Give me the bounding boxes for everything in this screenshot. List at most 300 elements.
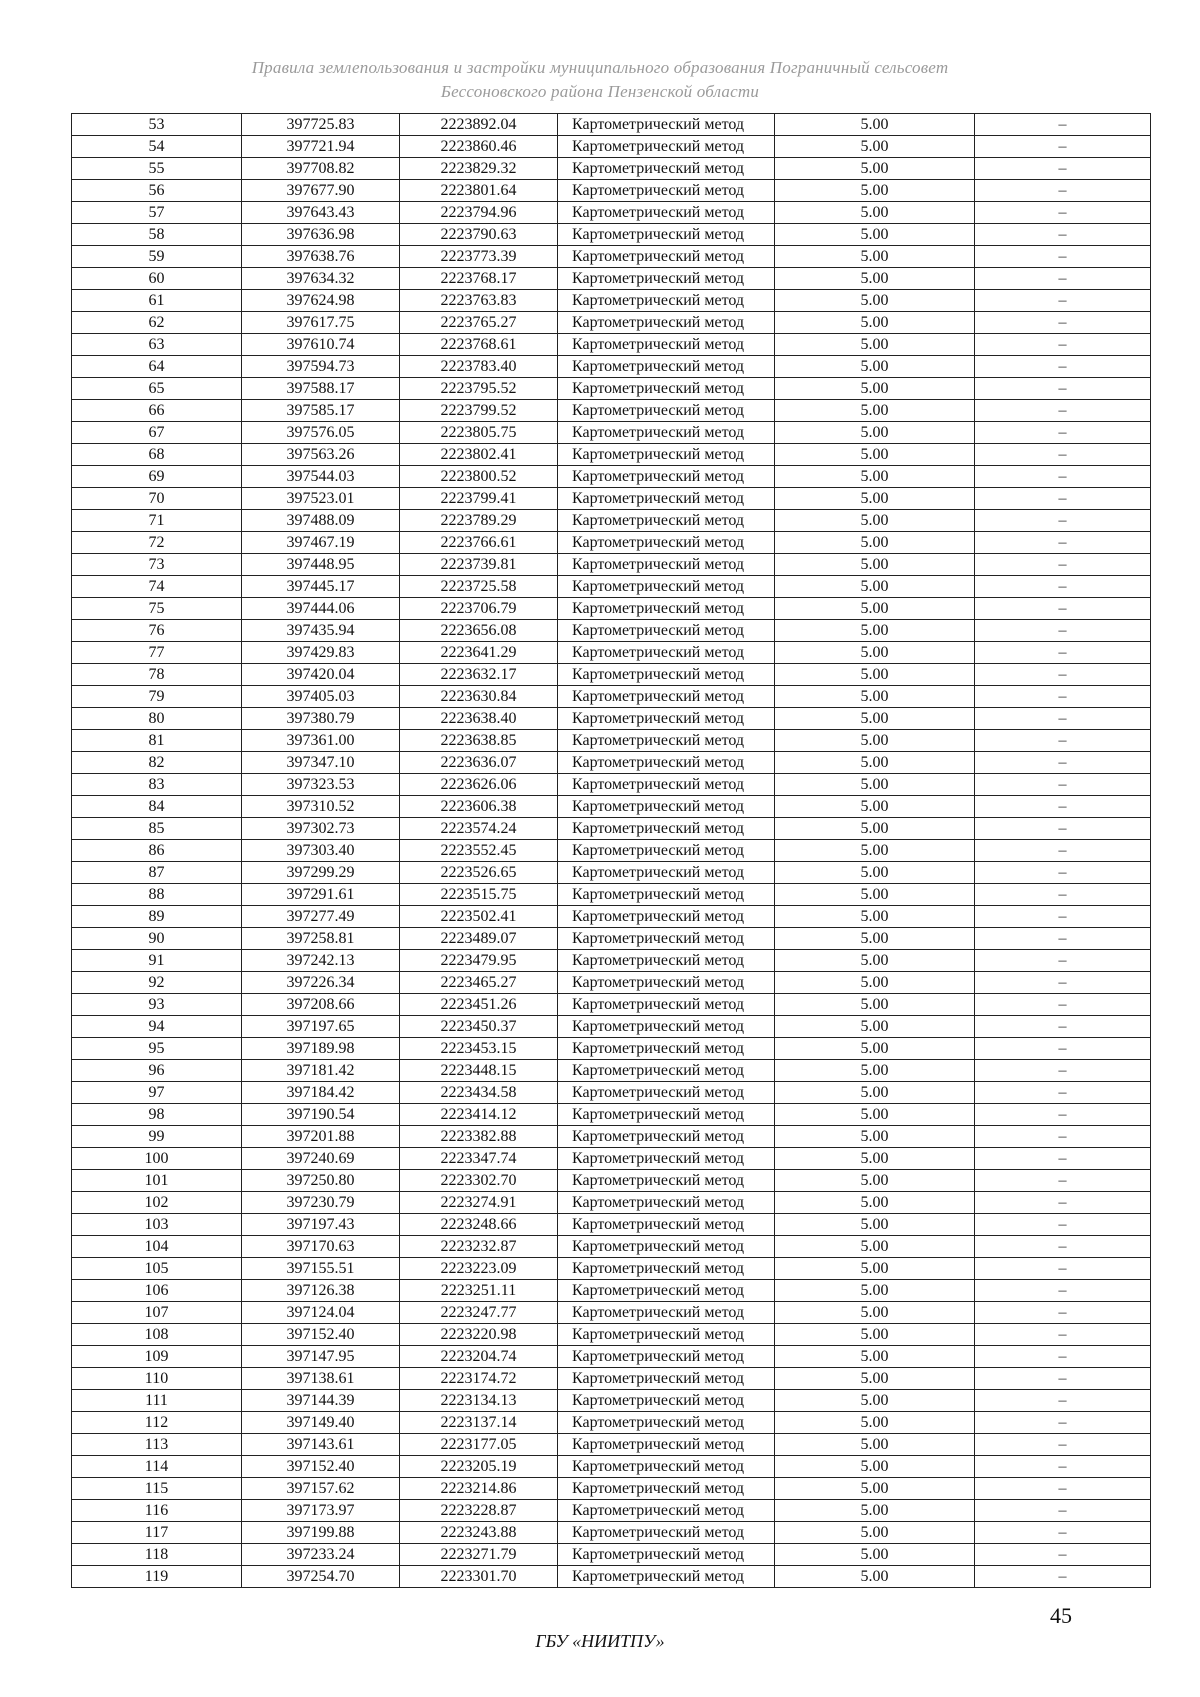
accuracy-cell: 5.00 xyxy=(775,796,975,818)
method-cell: Картометрический метод xyxy=(558,378,775,400)
accuracy-cell: 5.00 xyxy=(775,862,975,884)
y-coordinate-cell: 2223799.41 xyxy=(400,488,558,510)
table-row xyxy=(72,1368,1151,1390)
accuracy-cell: 5.00 xyxy=(775,510,975,532)
accuracy-cell: 5.00 xyxy=(775,642,975,664)
x-coordinate-cell: 397173.97 xyxy=(242,1500,400,1522)
note-cell: – xyxy=(975,334,1151,356)
y-coordinate-cell: 2223789.29 xyxy=(400,510,558,532)
table-row xyxy=(72,1302,1151,1324)
note-cell: – xyxy=(975,290,1151,312)
point-number-cell: 96 xyxy=(72,1060,242,1082)
point-number-cell: 81 xyxy=(72,730,242,752)
x-coordinate-cell: 397240.69 xyxy=(242,1148,400,1170)
accuracy-cell: 5.00 xyxy=(775,1368,975,1390)
method-cell: Картометрический метод xyxy=(558,1434,775,1456)
y-coordinate-cell: 2223574.24 xyxy=(400,818,558,840)
y-coordinate-cell: 2223232.87 xyxy=(400,1236,558,1258)
accuracy-cell: 5.00 xyxy=(775,840,975,862)
y-coordinate-cell: 2223636.07 xyxy=(400,752,558,774)
method-cell: Картометрический метод xyxy=(558,312,775,334)
accuracy-cell: 5.00 xyxy=(775,488,975,510)
point-number-cell: 66 xyxy=(72,400,242,422)
y-coordinate-cell: 2223765.27 xyxy=(400,312,558,334)
method-cell: Картометрический метод xyxy=(558,1412,775,1434)
x-coordinate-cell: 397588.17 xyxy=(242,378,400,400)
x-coordinate-cell: 397126.38 xyxy=(242,1280,400,1302)
table-row xyxy=(72,1566,1151,1588)
table-row xyxy=(72,1104,1151,1126)
table-row xyxy=(72,400,1151,422)
note-cell: – xyxy=(975,818,1151,840)
table-row xyxy=(72,202,1151,224)
y-coordinate-cell: 2223763.83 xyxy=(400,290,558,312)
point-number-cell: 88 xyxy=(72,884,242,906)
table-row xyxy=(72,1082,1151,1104)
y-coordinate-cell: 2223606.38 xyxy=(400,796,558,818)
method-cell: Картометрический метод xyxy=(558,664,775,686)
x-coordinate-cell: 397302.73 xyxy=(242,818,400,840)
point-number-cell: 70 xyxy=(72,488,242,510)
y-coordinate-cell: 2223204.74 xyxy=(400,1346,558,1368)
accuracy-cell: 5.00 xyxy=(775,246,975,268)
accuracy-cell: 5.00 xyxy=(775,1280,975,1302)
y-coordinate-cell: 2223434.58 xyxy=(400,1082,558,1104)
method-cell: Картометрический метод xyxy=(558,444,775,466)
point-number-cell: 58 xyxy=(72,224,242,246)
note-cell: – xyxy=(975,312,1151,334)
note-cell: – xyxy=(975,840,1151,862)
y-coordinate-cell: 2223638.85 xyxy=(400,730,558,752)
method-cell: Картометрический метод xyxy=(558,928,775,950)
method-cell: Картометрический метод xyxy=(558,246,775,268)
accuracy-cell: 5.00 xyxy=(775,598,975,620)
method-cell: Картометрический метод xyxy=(558,1324,775,1346)
table-row xyxy=(72,730,1151,752)
method-cell: Картометрический метод xyxy=(558,950,775,972)
y-coordinate-cell: 2223453.15 xyxy=(400,1038,558,1060)
table-row xyxy=(72,246,1151,268)
note-cell: – xyxy=(975,730,1151,752)
point-number-cell: 117 xyxy=(72,1522,242,1544)
point-number-cell: 59 xyxy=(72,246,242,268)
accuracy-cell: 5.00 xyxy=(775,180,975,202)
coordinates-table-wrap xyxy=(71,113,1150,1588)
accuracy-cell: 5.00 xyxy=(775,686,975,708)
accuracy-cell: 5.00 xyxy=(775,114,975,136)
y-coordinate-cell: 2223725.58 xyxy=(400,576,558,598)
y-coordinate-cell: 2223802.41 xyxy=(400,444,558,466)
point-number-cell: 93 xyxy=(72,994,242,1016)
y-coordinate-cell: 2223706.79 xyxy=(400,598,558,620)
note-cell: – xyxy=(975,1192,1151,1214)
point-number-cell: 53 xyxy=(72,114,242,136)
method-cell: Картометрический метод xyxy=(558,796,775,818)
note-cell: – xyxy=(975,158,1151,180)
accuracy-cell: 5.00 xyxy=(775,378,975,400)
point-number-cell: 86 xyxy=(72,840,242,862)
x-coordinate-cell: 397725.83 xyxy=(242,114,400,136)
accuracy-cell: 5.00 xyxy=(775,1390,975,1412)
table-row xyxy=(72,774,1151,796)
point-number-cell: 68 xyxy=(72,444,242,466)
x-coordinate-cell: 397444.06 xyxy=(242,598,400,620)
accuracy-cell: 5.00 xyxy=(775,1456,975,1478)
x-coordinate-cell: 397380.79 xyxy=(242,708,400,730)
point-number-cell: 65 xyxy=(72,378,242,400)
x-coordinate-cell: 397445.17 xyxy=(242,576,400,598)
point-number-cell: 102 xyxy=(72,1192,242,1214)
x-coordinate-cell: 397152.40 xyxy=(242,1324,400,1346)
x-coordinate-cell: 397230.79 xyxy=(242,1192,400,1214)
method-cell: Картометрический метод xyxy=(558,818,775,840)
table-row xyxy=(72,752,1151,774)
note-cell: – xyxy=(975,906,1151,928)
y-coordinate-cell: 2223414.12 xyxy=(400,1104,558,1126)
y-coordinate-cell: 2223630.84 xyxy=(400,686,558,708)
note-cell: – xyxy=(975,444,1151,466)
point-number-cell: 82 xyxy=(72,752,242,774)
point-number-cell: 92 xyxy=(72,972,242,994)
x-coordinate-cell: 397197.65 xyxy=(242,1016,400,1038)
method-cell: Картометрический метод xyxy=(558,290,775,312)
table-row xyxy=(72,180,1151,202)
method-cell: Картометрический метод xyxy=(558,1566,775,1588)
note-cell: – xyxy=(975,708,1151,730)
note-cell: – xyxy=(975,1280,1151,1302)
accuracy-cell: 5.00 xyxy=(775,1236,975,1258)
footer-organization: ГБУ «НИИТПУ» xyxy=(535,1631,665,1651)
table-row xyxy=(72,136,1151,158)
y-coordinate-cell: 2223451.26 xyxy=(400,994,558,1016)
note-cell: – xyxy=(975,884,1151,906)
point-number-cell: 60 xyxy=(72,268,242,290)
point-number-cell: 115 xyxy=(72,1478,242,1500)
y-coordinate-cell: 2223805.75 xyxy=(400,422,558,444)
y-coordinate-cell: 2223382.88 xyxy=(400,1126,558,1148)
x-coordinate-cell: 397636.98 xyxy=(242,224,400,246)
accuracy-cell: 5.00 xyxy=(775,1192,975,1214)
x-coordinate-cell: 397420.04 xyxy=(242,664,400,686)
y-coordinate-cell: 2223228.87 xyxy=(400,1500,558,1522)
method-cell: Картометрический метод xyxy=(558,1346,775,1368)
method-cell: Картометрический метод xyxy=(558,1236,775,1258)
accuracy-cell: 5.00 xyxy=(775,334,975,356)
method-cell: Картометрический метод xyxy=(558,180,775,202)
note-cell: – xyxy=(975,466,1151,488)
note-cell: – xyxy=(975,1390,1151,1412)
method-cell: Картометрический метод xyxy=(558,598,775,620)
y-coordinate-cell: 2223794.96 xyxy=(400,202,558,224)
table-row xyxy=(72,554,1151,576)
x-coordinate-cell: 397138.61 xyxy=(242,1368,400,1390)
y-coordinate-cell: 2223626.06 xyxy=(400,774,558,796)
accuracy-cell: 5.00 xyxy=(775,290,975,312)
table-row xyxy=(72,994,1151,1016)
point-number-cell: 106 xyxy=(72,1280,242,1302)
method-cell: Картометрический метод xyxy=(558,1500,775,1522)
point-number-cell: 119 xyxy=(72,1566,242,1588)
note-cell: – xyxy=(975,972,1151,994)
note-cell: – xyxy=(975,598,1151,620)
method-cell: Картометрический метод xyxy=(558,1214,775,1236)
y-coordinate-cell: 2223448.15 xyxy=(400,1060,558,1082)
y-coordinate-cell: 2223773.39 xyxy=(400,246,558,268)
table-row xyxy=(72,1412,1151,1434)
point-number-cell: 67 xyxy=(72,422,242,444)
table-row xyxy=(72,466,1151,488)
method-cell: Картометрический метод xyxy=(558,466,775,488)
accuracy-cell: 5.00 xyxy=(775,136,975,158)
accuracy-cell: 5.00 xyxy=(775,1170,975,1192)
x-coordinate-cell: 397144.39 xyxy=(242,1390,400,1412)
accuracy-cell: 5.00 xyxy=(775,312,975,334)
table-row xyxy=(72,224,1151,246)
accuracy-cell: 5.00 xyxy=(775,664,975,686)
accuracy-cell: 5.00 xyxy=(775,1346,975,1368)
x-coordinate-cell: 397544.03 xyxy=(242,466,400,488)
y-coordinate-cell: 2223800.52 xyxy=(400,466,558,488)
point-number-cell: 62 xyxy=(72,312,242,334)
table-row xyxy=(72,1434,1151,1456)
accuracy-cell: 5.00 xyxy=(775,356,975,378)
x-coordinate-cell: 397435.94 xyxy=(242,620,400,642)
method-cell: Картометрический метод xyxy=(558,1368,775,1390)
note-cell: – xyxy=(975,356,1151,378)
x-coordinate-cell: 397448.95 xyxy=(242,554,400,576)
y-coordinate-cell: 2223552.45 xyxy=(400,840,558,862)
y-coordinate-cell: 2223465.27 xyxy=(400,972,558,994)
x-coordinate-cell: 397277.49 xyxy=(242,906,400,928)
y-coordinate-cell: 2223892.04 xyxy=(400,114,558,136)
point-number-cell: 105 xyxy=(72,1258,242,1280)
note-cell: – xyxy=(975,422,1151,444)
x-coordinate-cell: 397677.90 xyxy=(242,180,400,202)
x-coordinate-cell: 397233.24 xyxy=(242,1544,400,1566)
point-number-cell: 55 xyxy=(72,158,242,180)
accuracy-cell: 5.00 xyxy=(775,576,975,598)
point-number-cell: 71 xyxy=(72,510,242,532)
accuracy-cell: 5.00 xyxy=(775,1324,975,1346)
accuracy-cell: 5.00 xyxy=(775,1016,975,1038)
point-number-cell: 64 xyxy=(72,356,242,378)
note-cell: – xyxy=(975,1060,1151,1082)
method-cell: Картометрический метод xyxy=(558,1456,775,1478)
table-row xyxy=(72,1390,1151,1412)
point-number-cell: 99 xyxy=(72,1126,242,1148)
accuracy-cell: 5.00 xyxy=(775,444,975,466)
table-row xyxy=(72,422,1151,444)
y-coordinate-cell: 2223214.86 xyxy=(400,1478,558,1500)
table-row xyxy=(72,1324,1151,1346)
x-coordinate-cell: 397157.62 xyxy=(242,1478,400,1500)
note-cell: – xyxy=(975,752,1151,774)
y-coordinate-cell: 2223243.88 xyxy=(400,1522,558,1544)
x-coordinate-cell: 397634.32 xyxy=(242,268,400,290)
method-cell: Картометрический метод xyxy=(558,708,775,730)
point-number-cell: 95 xyxy=(72,1038,242,1060)
note-cell: – xyxy=(975,642,1151,664)
running-header xyxy=(0,56,1200,104)
point-number-cell: 87 xyxy=(72,862,242,884)
note-cell: – xyxy=(975,488,1151,510)
table-row xyxy=(72,928,1151,950)
method-cell: Картометрический метод xyxy=(558,1082,775,1104)
table-row xyxy=(72,576,1151,598)
note-cell: – xyxy=(975,1346,1151,1368)
method-cell: Картометрический метод xyxy=(558,972,775,994)
table-row xyxy=(72,686,1151,708)
y-coordinate-cell: 2223450.37 xyxy=(400,1016,558,1038)
y-coordinate-cell: 2223515.75 xyxy=(400,884,558,906)
table-row xyxy=(72,1192,1151,1214)
method-cell: Картометрический метод xyxy=(558,268,775,290)
accuracy-cell: 5.00 xyxy=(775,928,975,950)
y-coordinate-cell: 2223134.13 xyxy=(400,1390,558,1412)
point-number-cell: 75 xyxy=(72,598,242,620)
accuracy-cell: 5.00 xyxy=(775,774,975,796)
table-body xyxy=(72,114,1151,1588)
x-coordinate-cell: 397199.88 xyxy=(242,1522,400,1544)
table-row xyxy=(72,1038,1151,1060)
note-cell: – xyxy=(975,1258,1151,1280)
note-cell: – xyxy=(975,246,1151,268)
table-row xyxy=(72,444,1151,466)
method-cell: Картометрический метод xyxy=(558,1060,775,1082)
method-cell: Картометрический метод xyxy=(558,1038,775,1060)
accuracy-cell: 5.00 xyxy=(775,1412,975,1434)
y-coordinate-cell: 2223502.41 xyxy=(400,906,558,928)
method-cell: Картометрический метод xyxy=(558,202,775,224)
method-cell: Картометрический метод xyxy=(558,642,775,664)
x-coordinate-cell: 397226.34 xyxy=(242,972,400,994)
y-coordinate-cell: 2223766.61 xyxy=(400,532,558,554)
note-cell: – xyxy=(975,1434,1151,1456)
method-cell: Картометрический метод xyxy=(558,114,775,136)
note-cell: – xyxy=(975,136,1151,158)
note-cell: – xyxy=(975,1456,1151,1478)
note-cell: – xyxy=(975,1170,1151,1192)
note-cell: – xyxy=(975,378,1151,400)
point-number-cell: 77 xyxy=(72,642,242,664)
accuracy-cell: 5.00 xyxy=(775,1434,975,1456)
point-number-cell: 89 xyxy=(72,906,242,928)
table-row xyxy=(72,1544,1151,1566)
note-cell: – xyxy=(975,1214,1151,1236)
x-coordinate-cell: 397576.05 xyxy=(242,422,400,444)
x-coordinate-cell: 397361.00 xyxy=(242,730,400,752)
y-coordinate-cell: 2223251.11 xyxy=(400,1280,558,1302)
x-coordinate-cell: 397708.82 xyxy=(242,158,400,180)
x-coordinate-cell: 397303.40 xyxy=(242,840,400,862)
point-number-cell: 74 xyxy=(72,576,242,598)
y-coordinate-cell: 2223177.05 xyxy=(400,1434,558,1456)
point-number-cell: 100 xyxy=(72,1148,242,1170)
point-number-cell: 72 xyxy=(72,532,242,554)
note-cell: – xyxy=(975,268,1151,290)
point-number-cell: 78 xyxy=(72,664,242,686)
x-coordinate-cell: 397184.42 xyxy=(242,1082,400,1104)
point-number-cell: 56 xyxy=(72,180,242,202)
x-coordinate-cell: 397201.88 xyxy=(242,1126,400,1148)
accuracy-cell: 5.00 xyxy=(775,224,975,246)
method-cell: Картометрический метод xyxy=(558,1104,775,1126)
method-cell: Картометрический метод xyxy=(558,1148,775,1170)
accuracy-cell: 5.00 xyxy=(775,1082,975,1104)
note-cell: – xyxy=(975,1566,1151,1588)
table-row xyxy=(72,1522,1151,1544)
y-coordinate-cell: 2223223.09 xyxy=(400,1258,558,1280)
note-cell: – xyxy=(975,202,1151,224)
x-coordinate-cell: 397523.01 xyxy=(242,488,400,510)
y-coordinate-cell: 2223656.08 xyxy=(400,620,558,642)
table-row xyxy=(72,1346,1151,1368)
x-coordinate-cell: 397638.76 xyxy=(242,246,400,268)
table-row xyxy=(72,488,1151,510)
x-coordinate-cell: 397594.73 xyxy=(242,356,400,378)
accuracy-cell: 5.00 xyxy=(775,1544,975,1566)
note-cell: – xyxy=(975,532,1151,554)
note-cell: – xyxy=(975,1368,1151,1390)
table-row xyxy=(72,510,1151,532)
header-line-2: Бессоновского района Пензенской области xyxy=(440,82,760,101)
y-coordinate-cell: 2223768.61 xyxy=(400,334,558,356)
y-coordinate-cell: 2223829.32 xyxy=(400,158,558,180)
accuracy-cell: 5.00 xyxy=(775,730,975,752)
y-coordinate-cell: 2223860.46 xyxy=(400,136,558,158)
note-cell: – xyxy=(975,576,1151,598)
method-cell: Картометрический метод xyxy=(558,356,775,378)
method-cell: Картометрический метод xyxy=(558,1478,775,1500)
table-row xyxy=(72,840,1151,862)
table-row xyxy=(72,1126,1151,1148)
accuracy-cell: 5.00 xyxy=(775,620,975,642)
method-cell: Картометрический метод xyxy=(558,1258,775,1280)
note-cell: – xyxy=(975,928,1151,950)
accuracy-cell: 5.00 xyxy=(775,202,975,224)
accuracy-cell: 5.00 xyxy=(775,158,975,180)
y-coordinate-cell: 2223174.72 xyxy=(400,1368,558,1390)
method-cell: Картометрический метод xyxy=(558,884,775,906)
method-cell: Картометрический метод xyxy=(558,906,775,928)
table-row xyxy=(72,1280,1151,1302)
method-cell: Картометрический метод xyxy=(558,752,775,774)
point-number-cell: 83 xyxy=(72,774,242,796)
method-cell: Картометрический метод xyxy=(558,862,775,884)
table-row xyxy=(72,642,1151,664)
table-row xyxy=(72,664,1151,686)
x-coordinate-cell: 397155.51 xyxy=(242,1258,400,1280)
method-cell: Картометрический метод xyxy=(558,1126,775,1148)
x-coordinate-cell: 397624.98 xyxy=(242,290,400,312)
table-row xyxy=(72,620,1151,642)
method-cell: Картометрический метод xyxy=(558,576,775,598)
y-coordinate-cell: 2223347.74 xyxy=(400,1148,558,1170)
note-cell: – xyxy=(975,664,1151,686)
point-number-cell: 109 xyxy=(72,1346,242,1368)
note-cell: – xyxy=(975,1038,1151,1060)
table-row xyxy=(72,158,1151,180)
x-coordinate-cell: 397291.61 xyxy=(242,884,400,906)
x-coordinate-cell: 397124.04 xyxy=(242,1302,400,1324)
note-cell: – xyxy=(975,180,1151,202)
note-cell: – xyxy=(975,1478,1151,1500)
note-cell: – xyxy=(975,1522,1151,1544)
method-cell: Картометрический метод xyxy=(558,840,775,862)
page-number: 45 xyxy=(1050,1603,1072,1628)
point-number-cell: 69 xyxy=(72,466,242,488)
note-cell: – xyxy=(975,1544,1151,1566)
